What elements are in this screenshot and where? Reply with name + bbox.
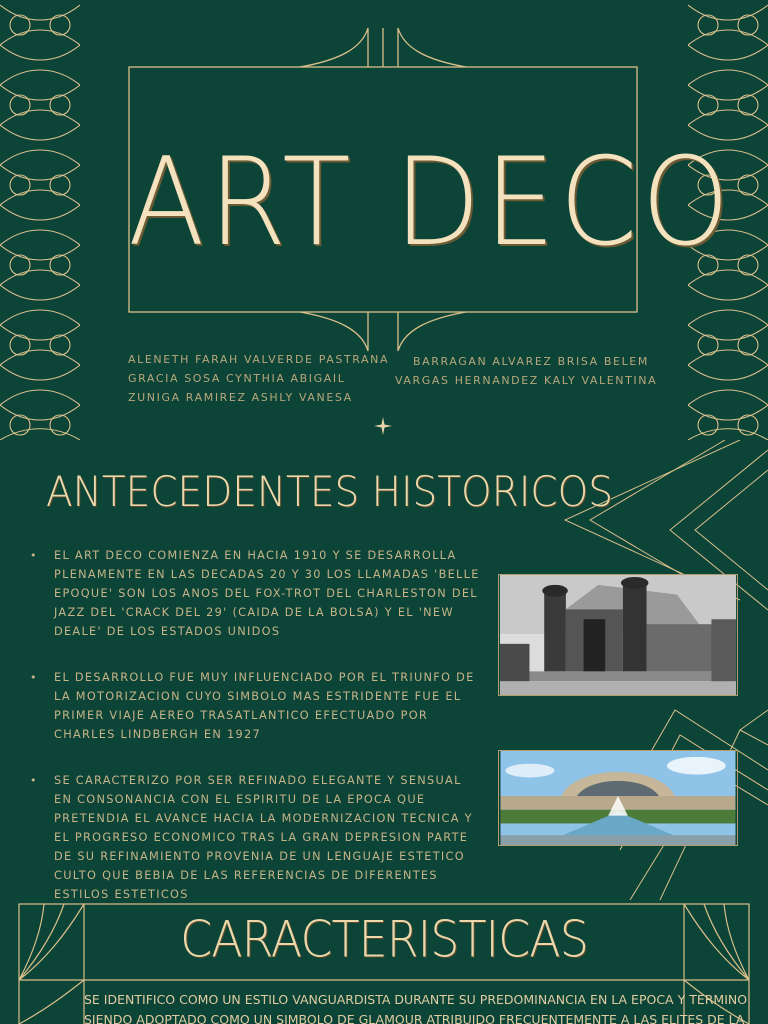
sparkle-icon <box>374 417 392 435</box>
list-item: • EL DESARROLLO FUE MUY INFLUENCIADO POR EL TRIUNFO DE LA MOTORIZACION CUYO SIMBOLO MAS ESTRIDENTE FUE EL PRIMER VIAJE AEREO TRASATLANTICO EFECTUADO POR CHARLES LINDBERGH EN 1927 <box>30 668 480 744</box>
list-item: • EL ART DECO COMIENZA EN HACIA 1910 Y SE DESARROLLA PLENAMENTE EN LAS DECADAS 20 Y 30 LOS LLAMADAS 'BELLE EPOQUE' SON LOS ANOS DEL FOX-TROT DEL CHARLESTON DEL JAZZ DEL 'CRACK DEL 29' (CAIDA DE LA BOLSA) Y EL 'NEW DEALE' DE LOS ESTADOS UNIDOS <box>30 546 480 641</box>
building-photo-2 <box>498 750 738 846</box>
antecedentes-heading: ANTECEDENTES HISTORICOS <box>46 468 614 517</box>
antecedentes-list <box>30 546 480 931</box>
caracteristicas-heading: CARACTERISTICAS <box>180 909 588 969</box>
author-name: ZUNIGA RAMIREZ ASHLY VANESA <box>128 391 353 404</box>
page-title: ART DECO <box>128 132 734 274</box>
author-name: BARRAGAN ALVAREZ BRISA BELEM <box>413 355 649 368</box>
author-name: VARGAS HERNANDEZ KALY VALENTINA <box>395 374 658 387</box>
list-item: • SE CARACTERIZO POR SER REFINADO ELEGANTE Y SENSUAL EN CONSONANCIA CON EL ESPIRITU DE LA EPOCA QUE PRETENDIA EL AVANCE HACIA LA MODERNIZACION TECNICA Y EL PROGRESO ECONOMICO TRAS LA GRAN DEPRESION PARTE DE SU REFINAMIENTO PROVENIA DE UN LENGUAJE ESTETICO CULTO QUE BEBIA DE LAS REFERENCIAS DE DIFERENTES ESTILOS ESTETICOS <box>30 771 480 904</box>
caracteristicas-text <box>84 990 748 1024</box>
text-line: SE IDENTIFICO COMO UN ESTILO VANGUARDISTA DURANTE SU PREDOMINANCIA EN LA EPOCA Y TERMINO <box>84 992 748 1007</box>
authors-right <box>395 352 657 390</box>
author-name: GRACIA SOSA CYNTHIA ABIGAIL <box>128 372 346 385</box>
building-photo-1 <box>498 574 738 696</box>
author-name: ALENETH FARAH VALVERDE PASTRANA <box>128 353 390 366</box>
authors-left <box>128 350 389 407</box>
text-line: SIENDO ADOPTADO COMO UN SIMBOLO DE GLAMOUR ATRIBUIDO FRECUENTEMENTE A LAS ELITES DE LA <box>84 1012 745 1024</box>
